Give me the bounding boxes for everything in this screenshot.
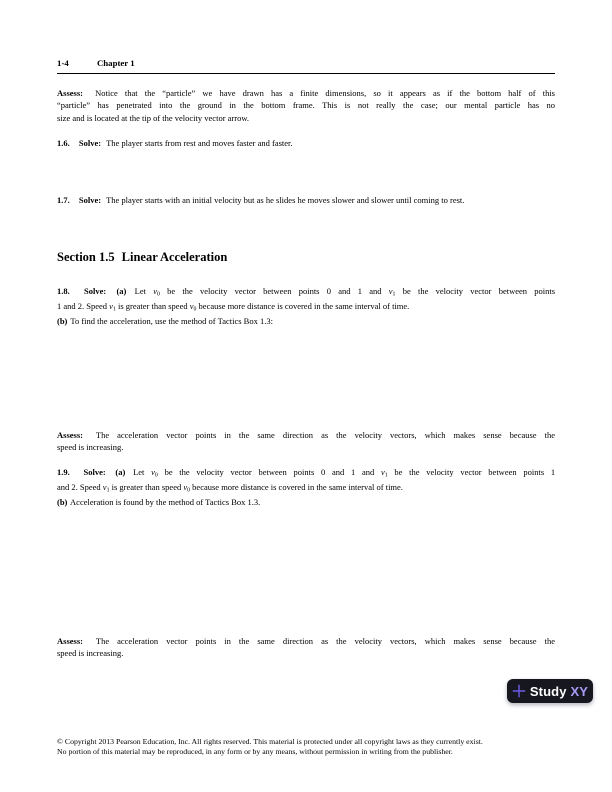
text-run: The acceleration vector points in the same direction as the velocity vectors, which makes sense because the [95,430,555,440]
subscript-1: 1 [106,487,110,494]
text-line [57,87,555,99]
text-run: Let [133,467,145,477]
solve-label: Solve: [84,286,107,296]
text-line [57,137,555,149]
section-number: Section 1.5 [57,250,115,264]
part-b-label: (b) [57,316,68,326]
assess-label: Assess: [57,430,83,440]
subscript-1: 1 [112,306,116,313]
text-run: because more distance is covered in the same interval of time. [192,482,403,492]
text-line [57,112,555,124]
velocity-symbol: v [388,286,393,296]
problem-1-6 [57,137,555,149]
text-line [57,314,555,329]
text-run: be the velocity vector between points [402,286,556,296]
text-run: is greater than speed [111,482,182,492]
page-number: 1-4 [57,58,69,68]
text-run: and 2. Speed [57,482,101,492]
text-line [57,495,555,510]
text-run: 1 and 2. Speed [57,301,108,311]
text-run: speed is increasing. [57,648,124,659]
assess-paragraph-1-9 [57,635,555,660]
velocity-symbol: v [109,301,113,311]
part-b-label: (b) [57,497,68,507]
text-line [57,465,555,480]
text-line [57,429,555,441]
problem-1-8 [57,284,555,329]
section-heading [57,250,555,264]
velocity-symbol: v [183,482,188,492]
part-a-label: (a) [115,467,126,477]
footer-line-1: © Copyright 2013 Pearson Education, Inc. All rights reserved. This material is protected under all copyright laws as they currently exist. [57,737,483,746]
logo-text-xy: XY [570,683,589,699]
text-run: Let [134,286,146,296]
text-run: speed is increasing. [57,442,124,453]
section-title: Linear Acceleration [121,250,228,264]
text-run: “particle” has penetrated into the ground in the bottom frame. This is not really the case; our mental particle has no [57,100,555,111]
text-run: because more distance is covered in the same interval of time. [198,301,410,311]
assess-paragraph-particle [57,87,555,124]
velocity-symbol: v [380,467,385,477]
problem-number: 1.7. [57,195,70,205]
text-line [57,299,555,314]
text-run: size and is located at the tip of the velocity vector arrow. [57,112,250,123]
text-run: is greater than speed [117,301,188,311]
solve-label: Solve: [78,138,102,148]
plus-icon [512,684,526,698]
text-line [57,99,555,111]
problem-number: 1.8. [57,286,70,296]
velocity-symbol: v [153,286,157,296]
solve-label: Solve: [78,195,102,205]
text-line [57,441,555,453]
assess-paragraph-1-8 [57,429,555,454]
part-a-label: (a) [116,286,127,296]
text-line [57,647,555,659]
footer-copyright [57,737,555,757]
assess-label: Assess: [57,88,83,98]
subscript-1: 1 [384,472,388,479]
assess-label: Assess: [57,636,83,646]
subscript-0: 0 [193,306,197,313]
text-run: be the velocity vector between points 0 and 1 and [167,286,382,296]
text-run: be the velocity vector between points 1 [394,467,556,477]
velocity-symbol: v [189,301,194,311]
text-run: The acceleration vector points in the same direction as the velocity vectors, which makes sense because the [95,636,555,646]
logo-text-study: Study [529,683,567,699]
footer-line-2: No portion of this material may be reproduced, in any form or by any means, without permission in writing from the publisher. [57,747,453,756]
text-run: The player starts from rest and moves faster and faster. [106,138,293,148]
text-run: To find the acceleration, use the method of Tactics Box 1.3: [70,316,273,326]
velocity-symbol: v [151,467,155,477]
subscript-1: 1 [392,291,396,298]
problem-1-7 [57,194,555,206]
page-header [57,59,555,74]
text-line [57,194,555,206]
text-line [57,635,555,647]
text-run: The player starts with an initial velocity but as he slides he moves slower and slower until coming to rest. [106,195,465,205]
subscript-0: 0 [154,472,158,479]
chapter-title: Chapter 1 [96,58,135,68]
text-line [57,284,555,299]
problem-number: 1.9. [57,467,70,477]
problem-number: 1.6. [57,138,70,148]
solve-label: Solve: [83,467,106,477]
text-run: Acceleration is found by the method of Tactics Box 1.3. [70,497,261,507]
text-run: be the velocity vector between points 0 and 1 and [164,467,375,477]
velocity-symbol: v [102,482,107,492]
text-run: Notice that the “particle” we have drawn has a finite dimensions, so it appears as if the bottom half of this [95,88,555,98]
subscript-0: 0 [156,291,160,298]
problem-1-9 [57,465,555,510]
studyxy-logo [507,679,593,703]
subscript-0: 0 [187,487,191,494]
text-line [57,480,555,495]
